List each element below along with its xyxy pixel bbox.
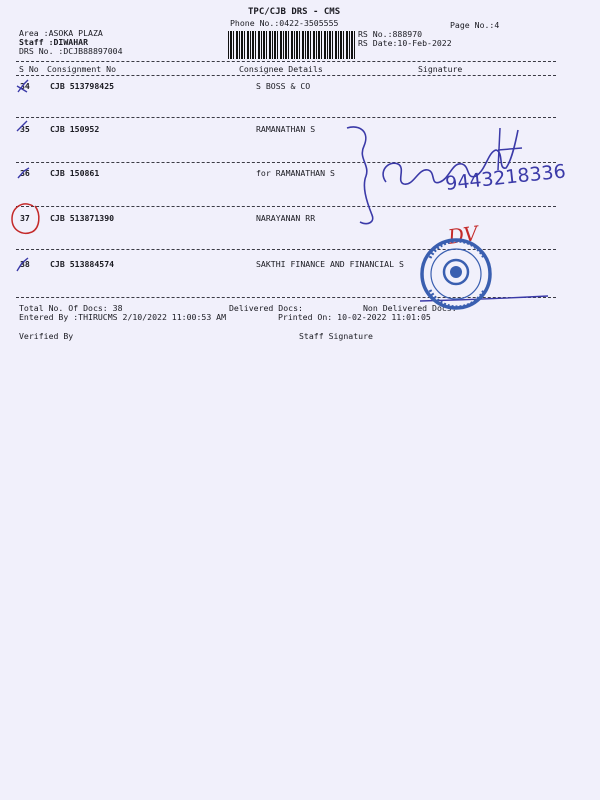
rs-date: RS Date:10-Feb-2022 [358,38,452,48]
row-divider [16,206,556,207]
page-number: Page No.:4 [450,20,500,30]
total-docs: Total No. Of Docs: 38 [19,303,123,313]
signature-scribble [383,130,518,184]
row-divider [16,162,556,163]
verified-by: Verified By [19,331,74,341]
row-divider [16,297,556,298]
row-divider [16,117,556,118]
entered-by: Entered By :THIRUCMS 2/10/2022 11:00:53 AM [19,312,227,322]
row-consignee: for RAMANATHAN S [256,168,335,178]
printed-on: Printed On: 10-02-2022 11:01:05 [278,312,431,322]
column-header-sno: S No [19,64,39,74]
row-consignment: CJB 513871390 [50,213,115,223]
non-delivered-docs: Non Delivered Docs: [363,303,457,313]
row-consignment: CJB 150952 [50,124,100,134]
area-field: Area :ASOKA PLAZA [19,28,103,38]
divider [16,61,556,62]
row-consignee: SAKTHI FINANCE AND FINANCIAL S [256,259,404,269]
barcode [228,31,356,59]
row-consignment: CJB 513884574 [50,259,115,269]
row-sno: 36 [20,168,30,178]
handwritten-phone: 9443218336 [444,160,567,195]
row-consignment: CJB 513798425 [50,81,115,91]
row-sno: 35 [20,124,30,134]
row-sno: 37 [20,213,30,223]
row-sno: 38 [20,259,30,269]
row-consignee: S BOSS & CO [256,81,311,91]
signature-bracket [347,127,373,224]
row-consignee: NARAYANAN RR [256,213,316,223]
rs-number: RS No.:888970 [358,29,423,39]
row-consignee: RAMANATHAN S [256,124,316,134]
handwritten-initials: DV [446,220,480,249]
drs-number: DRS No. :DCJB88897004 [19,46,123,56]
delivered-docs: Delivered Docs: [229,303,303,313]
document-title: TPC/CJB DRS - CMS [248,7,341,17]
phone-number: Phone No.:0422-3505555 [230,18,339,28]
row-sno: 34 [20,81,30,91]
signature-scribble [498,128,522,170]
staff-signature-label: Staff Signature [299,331,373,341]
column-header-consignment: Consignment No [47,64,117,74]
column-header-consignee: Consignee Details [239,64,323,74]
row-consignment: CJB 150861 [50,168,100,178]
column-header-signature: Signature [418,64,463,74]
divider [16,75,556,76]
row-divider [16,249,556,250]
staff-field: Staff :DIWAHAR [19,37,89,47]
